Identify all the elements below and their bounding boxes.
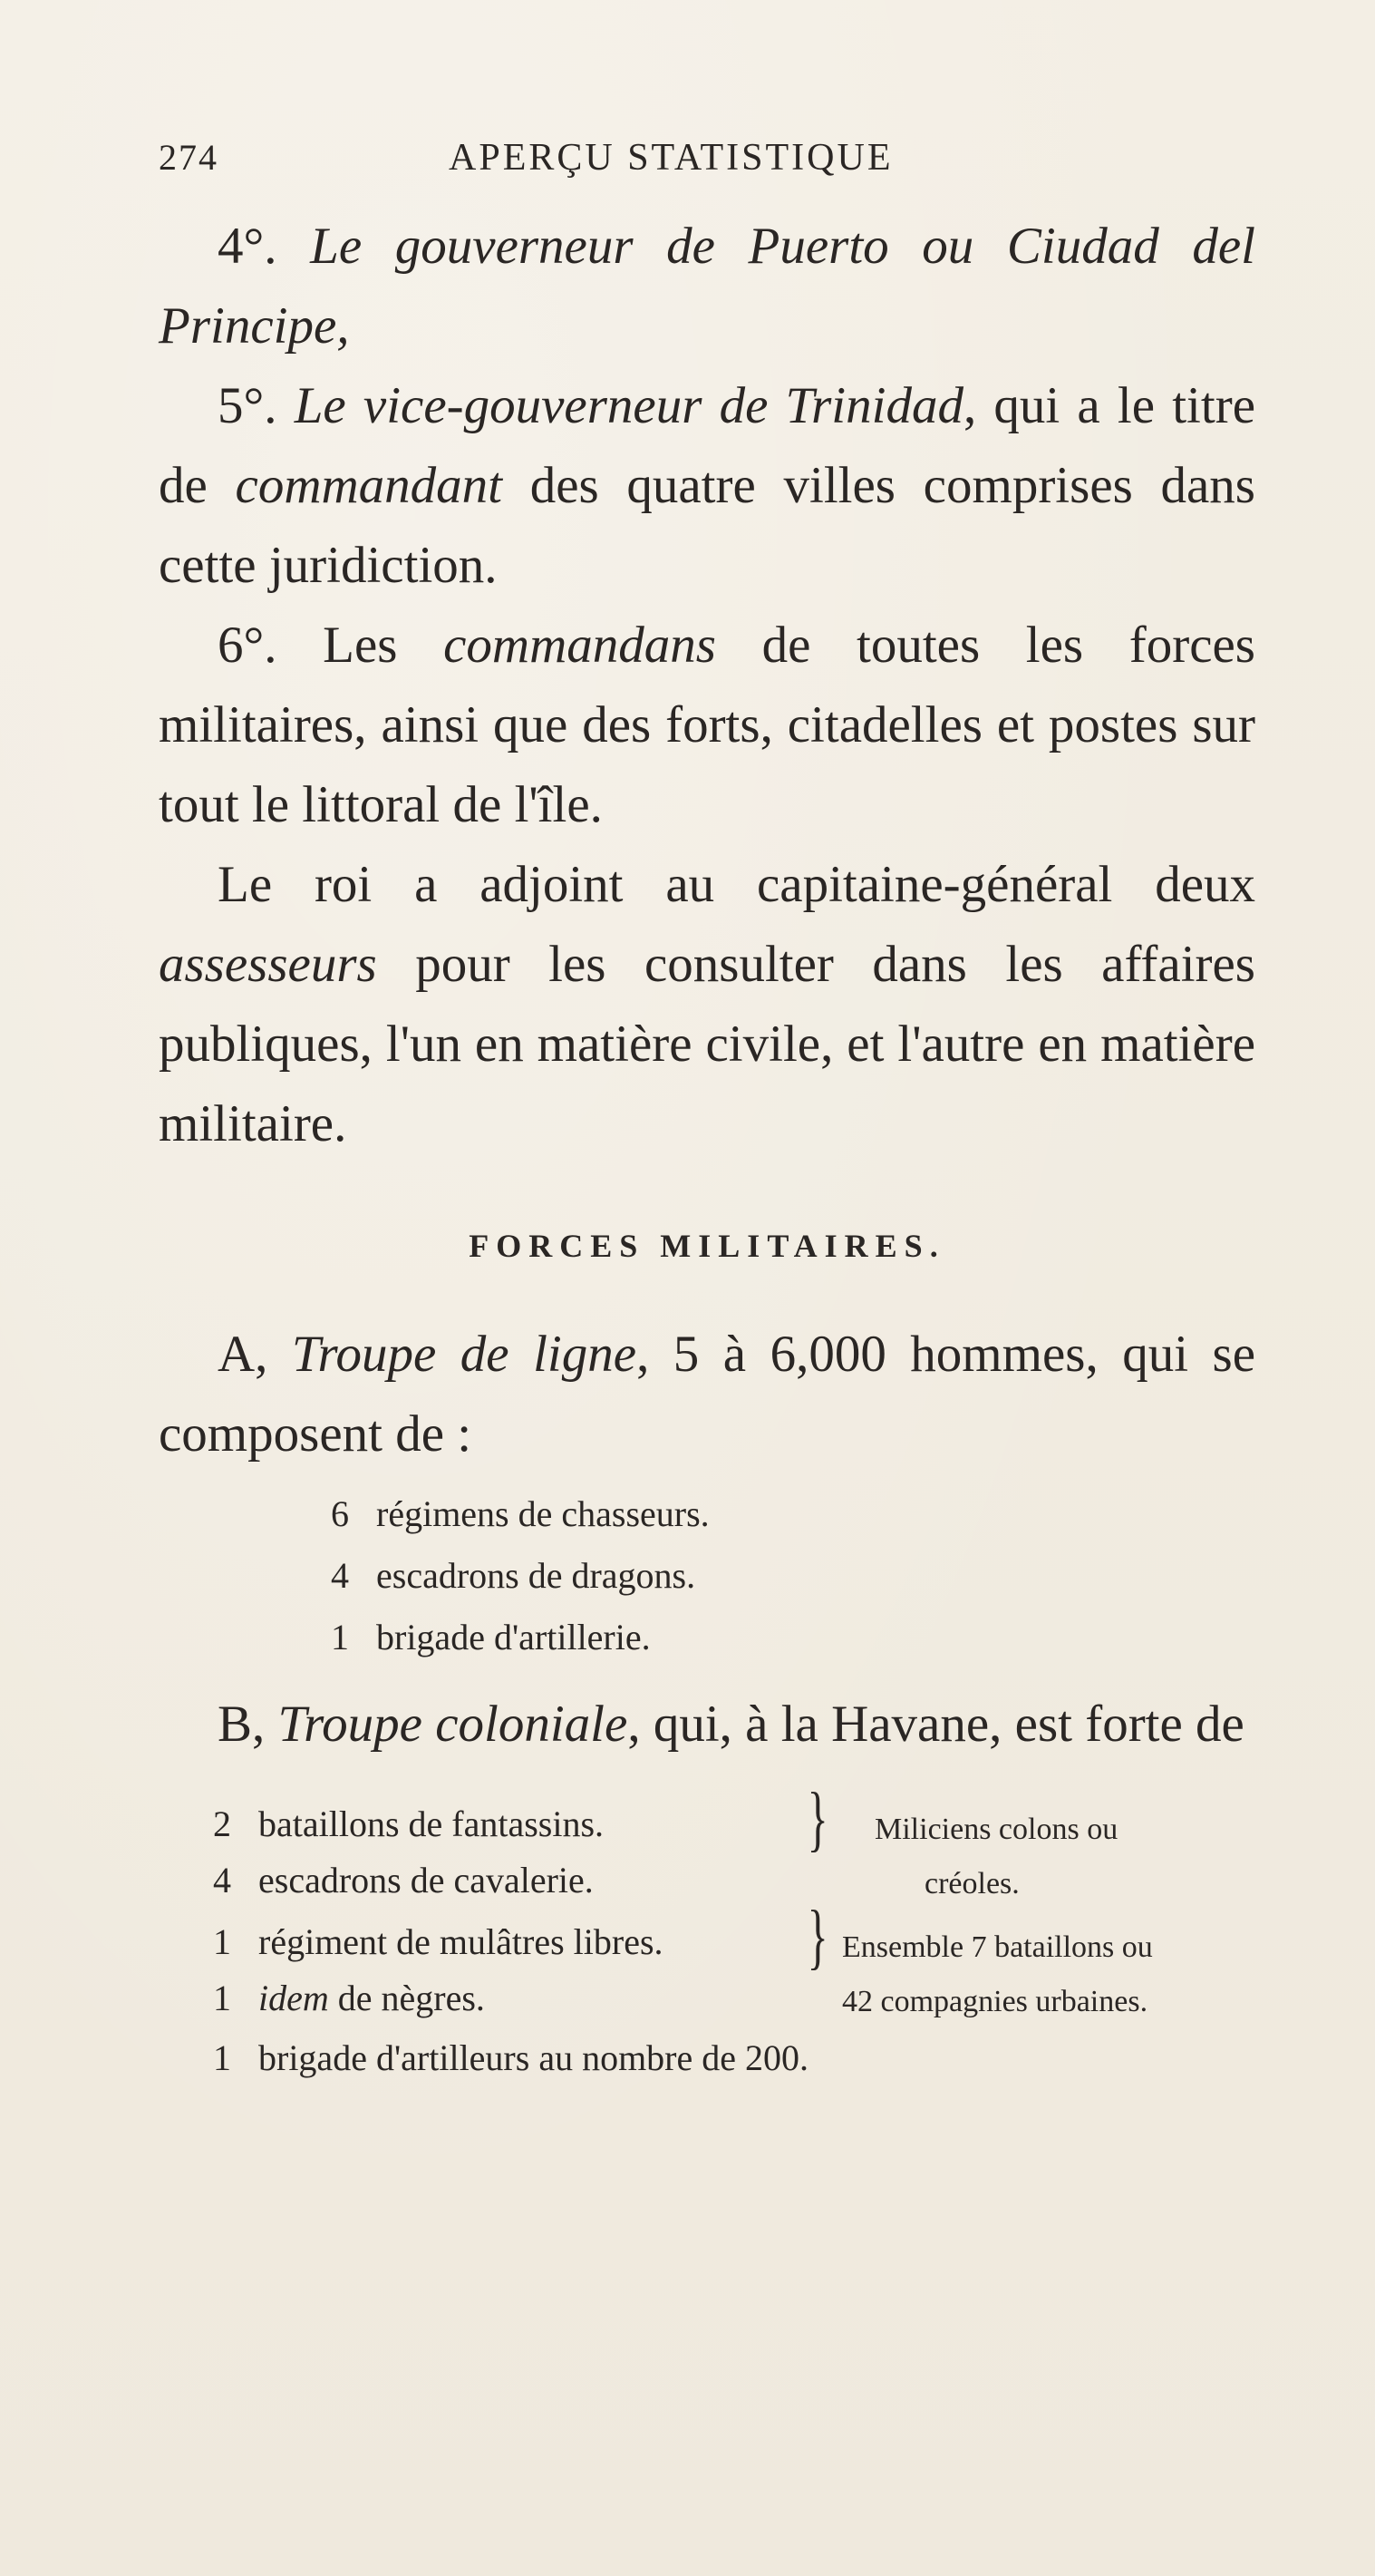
row-label: escadrons de cavalerie. (258, 1860, 594, 1900)
paragraph-7-text-b: pour les consulter dans les affaires publiques, l'un en matière civile, et l'autre en matière militaire. (159, 936, 1255, 1152)
troupe-a-letter: A, (218, 1326, 268, 1383)
item-number-4: 4°. (218, 218, 277, 275)
item-number-5: 5°. (218, 377, 277, 434)
list-item-number: 1 (331, 1617, 349, 1657)
list-item (331, 1483, 1255, 1545)
paragraph-6-text-a: Les (276, 617, 444, 674)
troupe-b-letter: B, (218, 1696, 266, 1753)
paragraph-7 (159, 845, 1255, 1164)
paragraph-5 (159, 366, 1255, 606)
running-title: APERÇU STATISTIQUE (449, 137, 894, 179)
list-item-number: 6 (331, 1493, 349, 1534)
list-item (331, 1545, 1255, 1607)
paragraph-7-text-a: Le roi a adjoint au capitaine-général deux (218, 856, 1255, 913)
list-item-label: régimens de chasseurs. (376, 1493, 710, 1534)
paragraph-6-text-b: de toutes les forces militaires, ainsi que des forts, citadelles et postes sur tout le littoral de l'île. (159, 617, 1255, 833)
troupe-a-paragraph (159, 1315, 1255, 1474)
troupe-b-paragraph (159, 1685, 1255, 1764)
table-row (213, 2018, 809, 2098)
assesseurs-term: assesseurs (159, 936, 377, 993)
body-text (159, 207, 1255, 2111)
troupe-b-table (159, 1775, 1255, 2111)
paragraph-6 (159, 606, 1255, 845)
row-label: de nègres. (328, 1978, 485, 2018)
row-number: 1 (213, 1978, 231, 2018)
troupe-b-text: , qui, à la Havane, est forte de (627, 1696, 1244, 1753)
paragraph-4 (159, 207, 1255, 366)
page-header (159, 136, 1228, 190)
troupe-b-title: Troupe coloniale (277, 1696, 628, 1753)
list-item-label: brigade d'artillerie. (376, 1617, 651, 1657)
row-label: bataillons de fantassins. (258, 1803, 605, 1844)
row-label: régiment de mulâtres libres. (258, 1921, 663, 1962)
note-battalions-line2: 42 compagnies urbaines. (842, 1985, 1148, 2018)
row-number: 1 (213, 1921, 231, 1962)
row-number: 2 (213, 1803, 231, 1844)
troupe-a-list (331, 1483, 1255, 1668)
list-item-label: escadrons de dragons. (376, 1555, 696, 1596)
commandant-term: commandant (235, 457, 502, 514)
list-item (331, 1607, 1255, 1668)
note-militia-line1: Miliciens colons ou (875, 1813, 1118, 1846)
row-italic: idem (258, 1978, 329, 2018)
commandans-term: commandans (443, 617, 716, 674)
note-militia-line2: créoles. (925, 1867, 1020, 1900)
brace-icon: } (807, 1897, 828, 1977)
paragraph-5-text-b: des quatre villes comprises dans cette juridiction. (159, 457, 1255, 594)
item-number-6: 6°. (218, 617, 277, 674)
troupe-a-title: Troupe de ligne (291, 1326, 637, 1383)
troupe-a-text: , 5 à 6,000 hommes, qui se composent de : (159, 1326, 1255, 1463)
note-battalions-line1: Ensemble 7 bataillons ou (842, 1930, 1153, 1964)
paragraph-5-text-a: , qui a le titre de (159, 377, 1255, 514)
vice-governor-trinidad: Le vice-gouverneur de Trinidad (294, 377, 963, 434)
list-item-number: 4 (331, 1555, 349, 1596)
governor-puerto-principe: Le gouverneur de Puerto ou Ciudad del Principe, (159, 218, 1255, 355)
brace-icon: } (807, 1779, 828, 1859)
page-number: 274 (159, 137, 218, 178)
row-number: 1 (213, 2037, 231, 2078)
row-label: brigade d'artilleurs au nombre de 200. (258, 2037, 809, 2078)
section-heading: FORCES MILITAIRES. (469, 1228, 945, 1264)
row-number: 4 (213, 1860, 231, 1900)
